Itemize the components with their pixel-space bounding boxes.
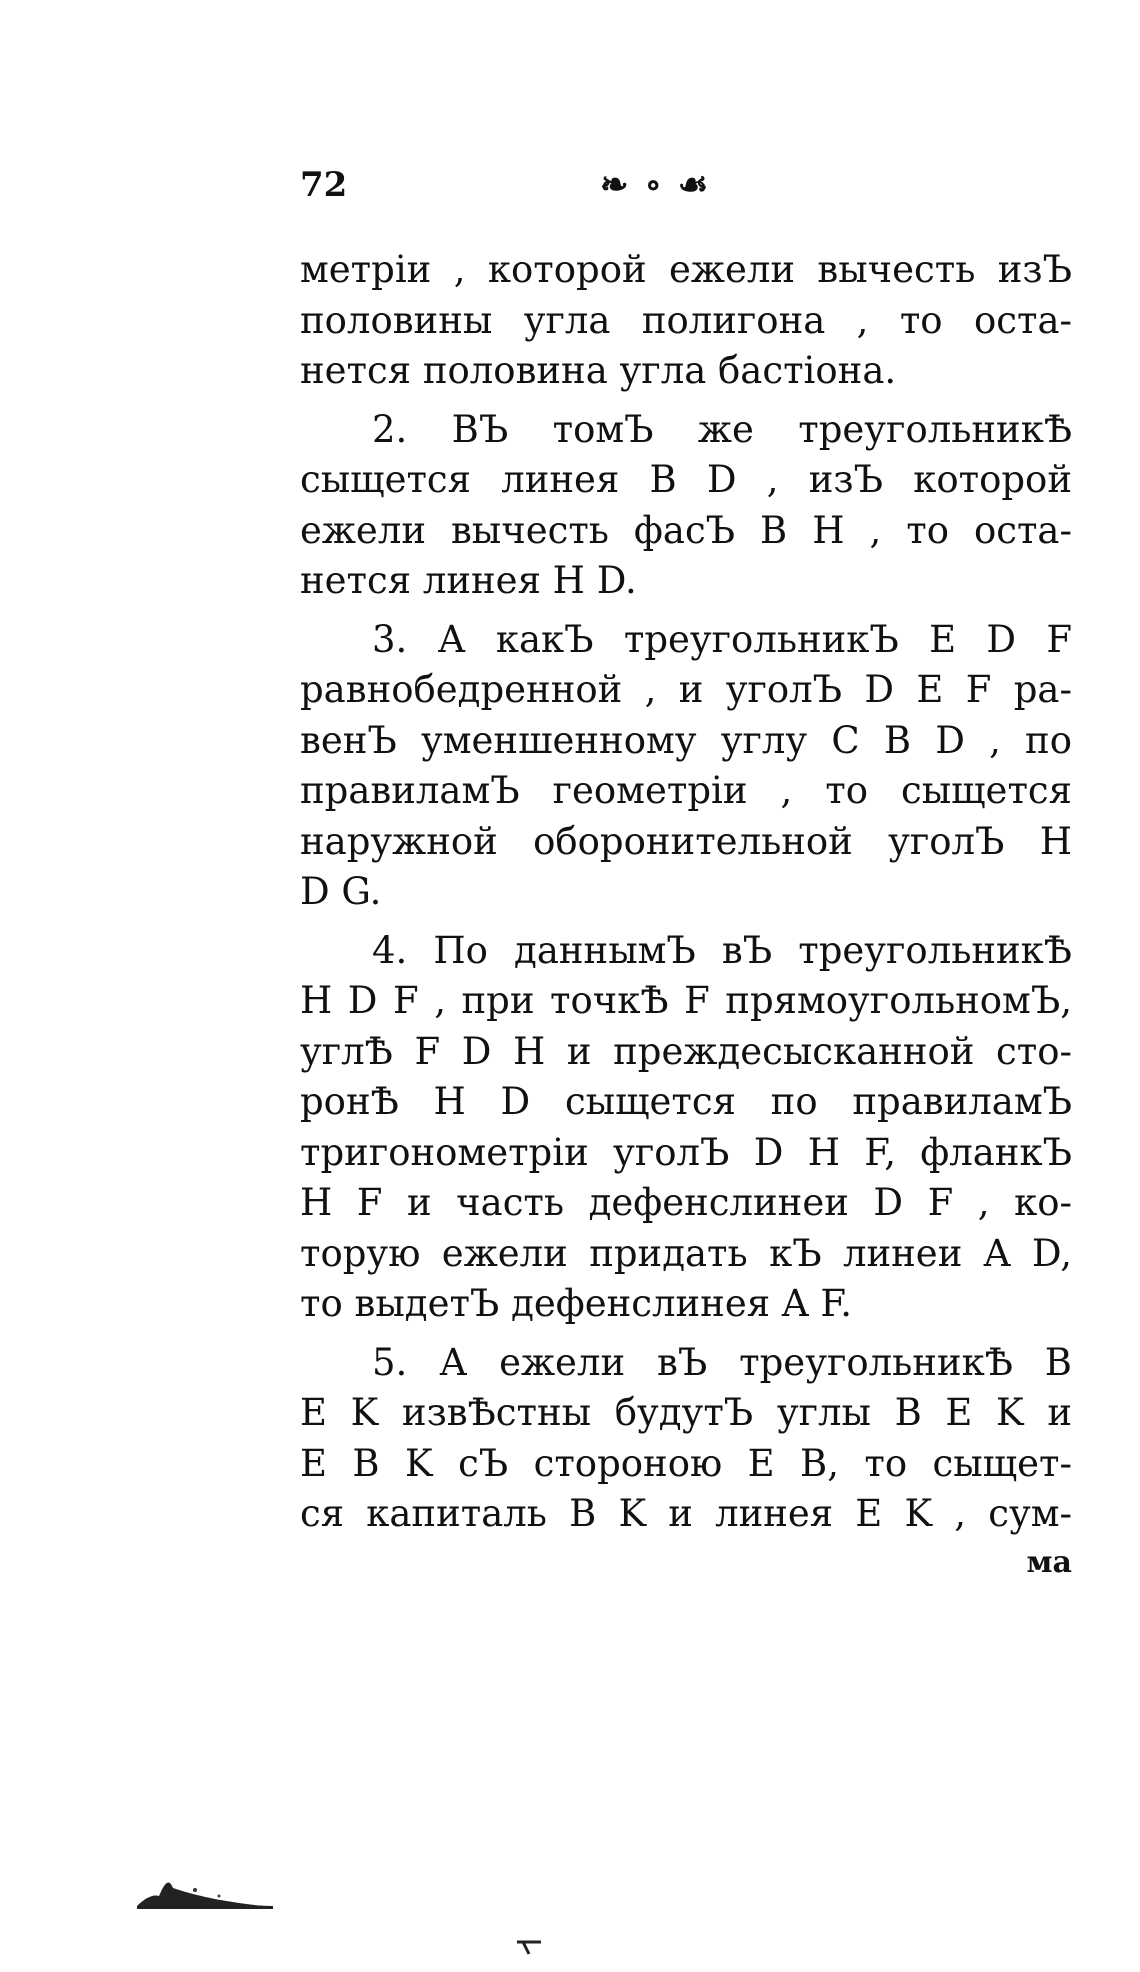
paragraph-3 (300, 615, 1072, 918)
text-line: торую ежели придать кЪ линеи A D, (300, 1231, 1072, 1275)
paragraph-2 (300, 405, 1072, 607)
catchword: ма (1026, 1544, 1072, 1580)
text-line: ежели вычесть фасЪ B H , то оста- (300, 508, 1072, 552)
page-header (300, 160, 1080, 210)
text-line: 4. По даннымЪ вЪ треугольникѢ (372, 928, 1072, 972)
text-line: 2. ВЪ томЪ же треугольникѢ (372, 407, 1072, 451)
text-line: E B K сЪ стороною E B, то сыщет- (300, 1441, 1072, 1485)
text-line: D G. (300, 870, 382, 913)
text-line: нется линея H D. (300, 559, 637, 602)
body-text (300, 245, 1072, 1594)
text-line: метріи , которой ежели вычесть изЪ (300, 248, 1072, 291)
text-line: тригонометріи уголЪ D H F, фланкЪ (300, 1130, 1072, 1174)
paragraph-4 (300, 926, 1072, 1330)
text-line: ронѢ H D сыщется по правиламЪ (300, 1080, 1072, 1123)
text-line: углѢ F D H и преждесысканной сто- (300, 1029, 1072, 1073)
header-ornament: ❧ ∘ ☙ (600, 165, 711, 205)
text-line: E K извѢстны будутЪ углы B E K и (300, 1391, 1072, 1434)
text-line: ся капиталь B K и линея E K , сум- (300, 1492, 1072, 1535)
text-line: сыщется линея B D , изЪ которой (300, 458, 1072, 501)
printer-mark-decoration (515, 1938, 545, 1956)
text-line: H D F , при точкѢ F прямоугольномЪ, (300, 979, 1072, 1022)
ink-smudge-decoration (135, 1868, 275, 1910)
text-line: 3. А какЪ треугольникЪ E D F (372, 617, 1072, 661)
text-line: то выдетЪ дефенслинея A F. (300, 1282, 852, 1325)
text-line: венЪ уменшенному углу C B D , по (300, 718, 1072, 762)
paragraph-continuation (300, 245, 1072, 397)
page-number: 72 (300, 165, 348, 205)
text-line: наружной оборонительной уголЪ H (300, 819, 1072, 863)
text-line: равнобедренной , и уголЪ D E F ра- (300, 668, 1072, 711)
text-line: 5. А ежели вЪ треугольникѢ B (372, 1340, 1072, 1384)
text-line: H F и часть дефенслинеи D F , ко- (300, 1181, 1072, 1224)
text-line: правиламЪ геометріи , то сыщется (300, 769, 1072, 812)
text-line: нется половина угла бастіона. (300, 349, 897, 392)
text-line: половины угла полигона , то оста- (300, 298, 1072, 342)
paragraph-5 (300, 1338, 1072, 1586)
